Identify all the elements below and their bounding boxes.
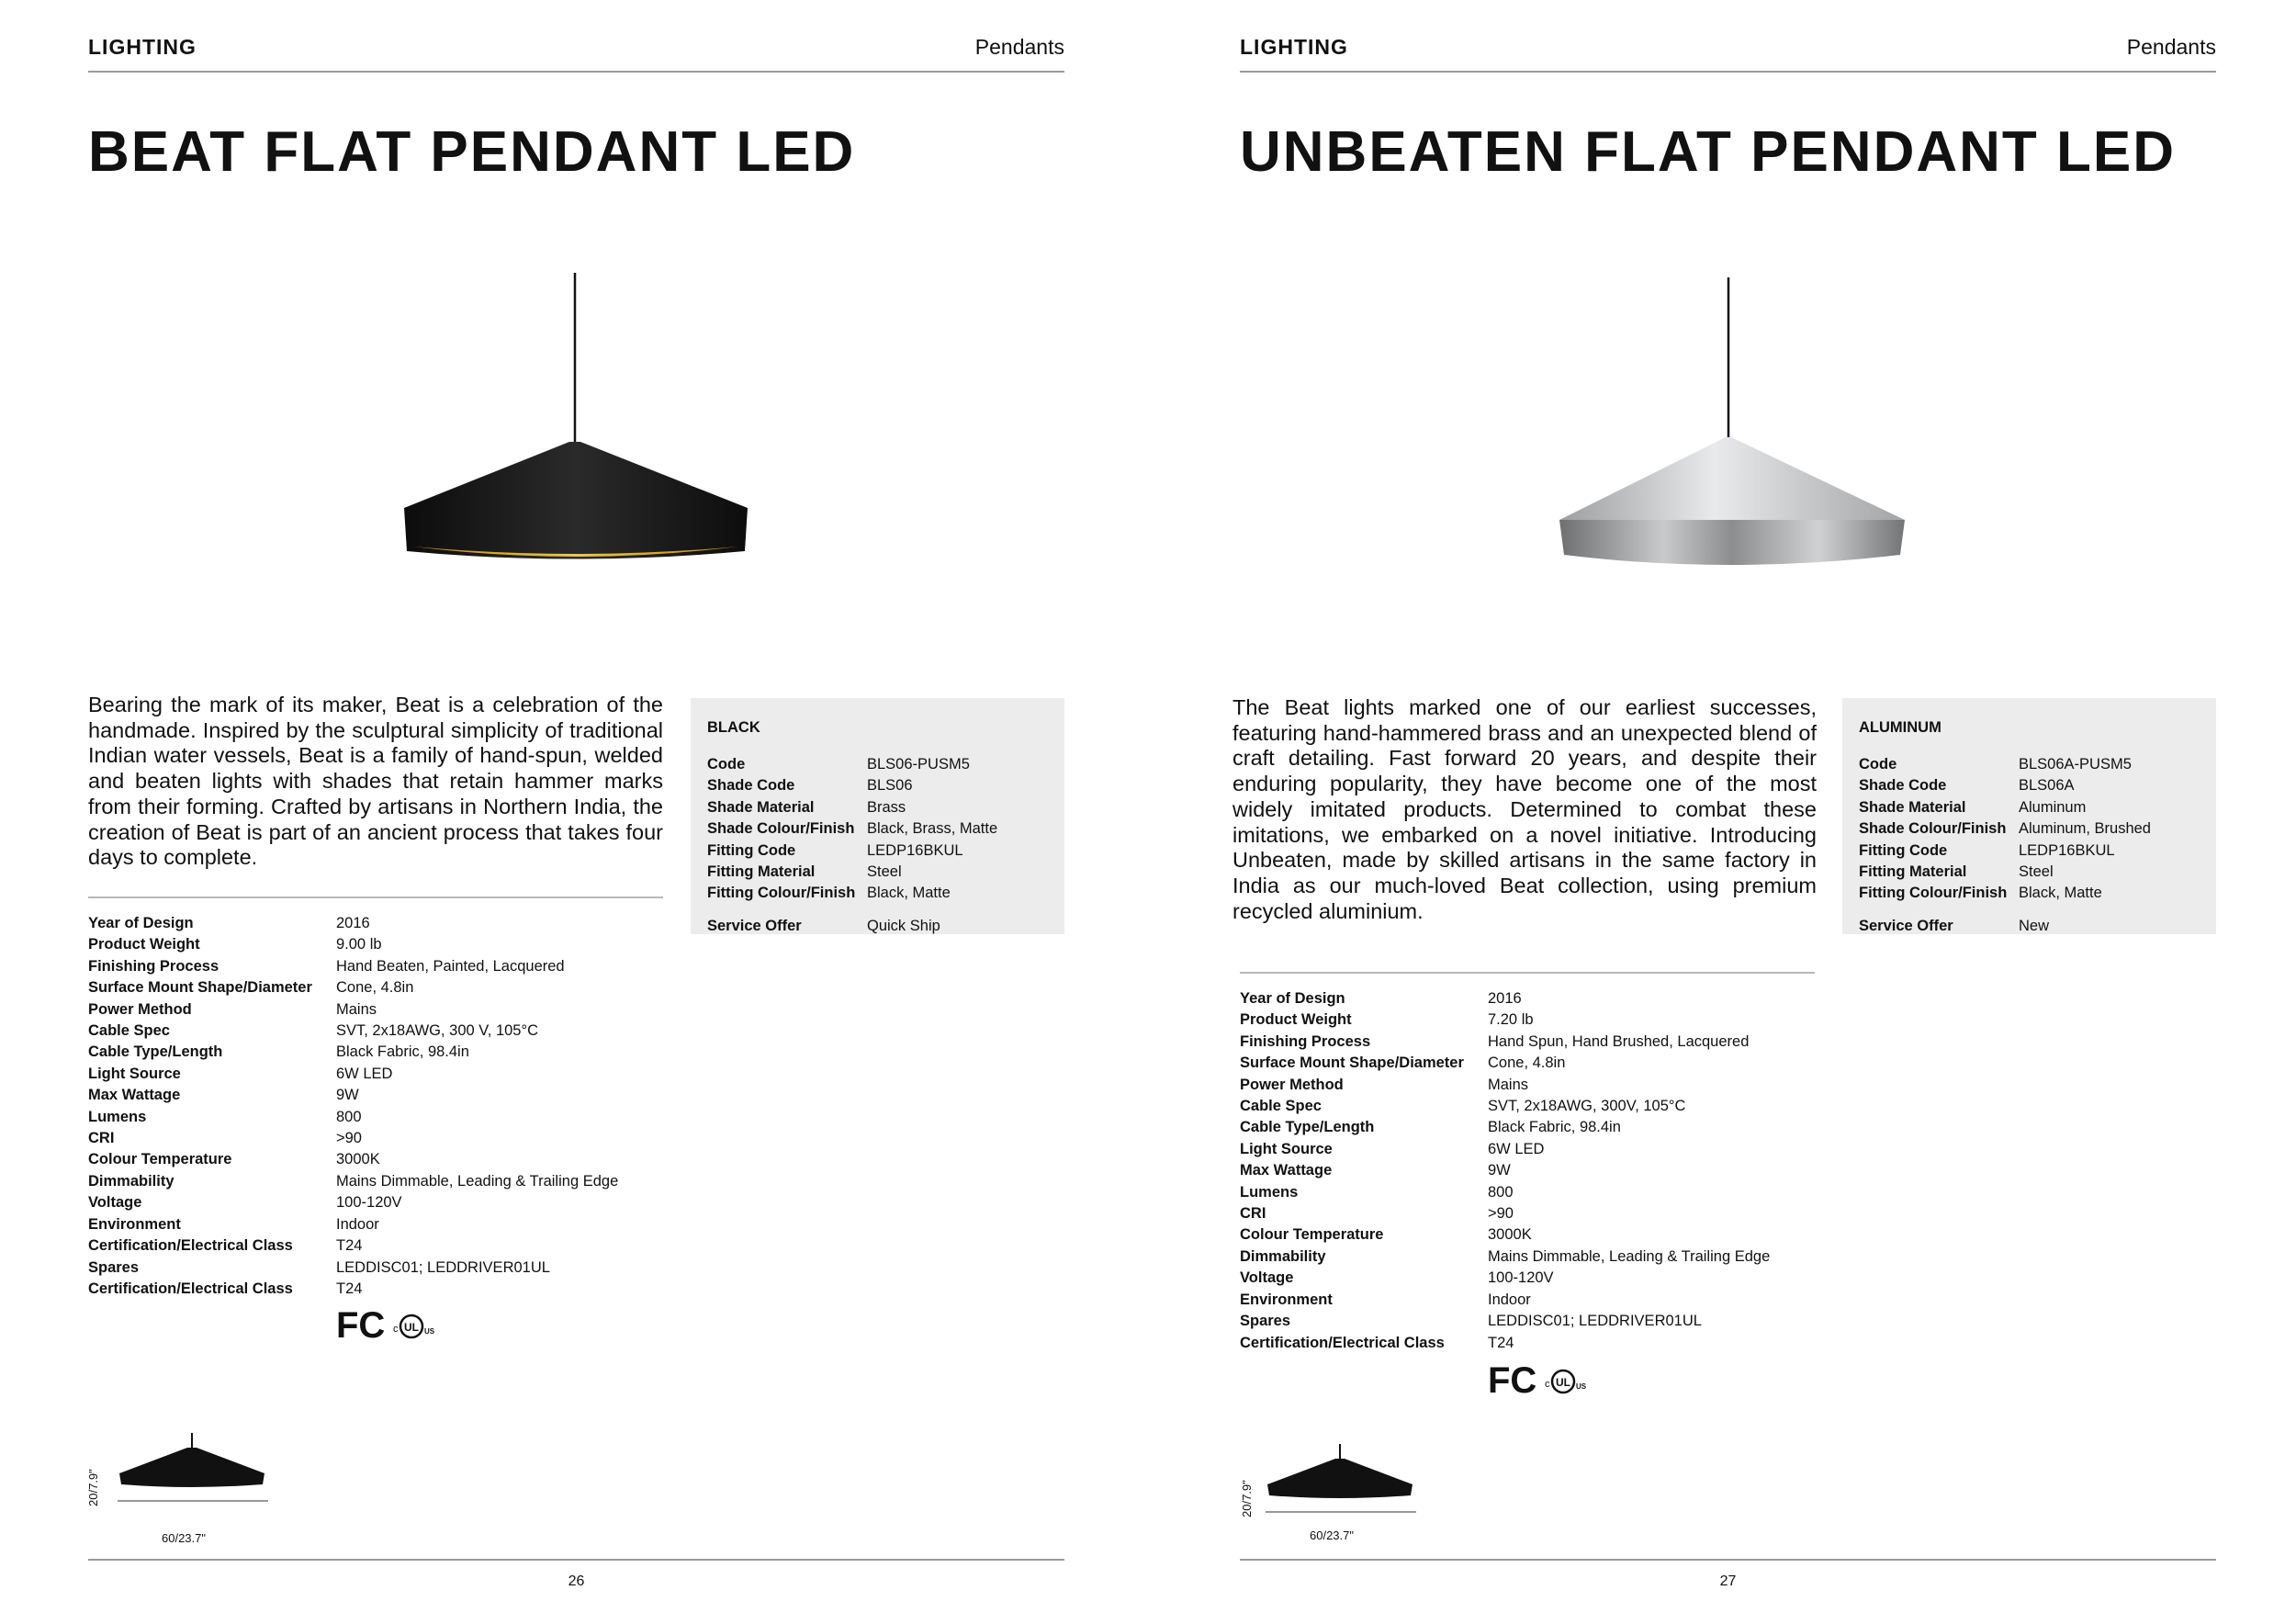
- variant-key: Shade Colour/Finish: [1859, 820, 2007, 838]
- spec-key: Surface Mount Shape/Diameter: [1240, 1054, 1464, 1072]
- spec-value: Hand Beaten, Painted, Lacquered: [336, 957, 565, 975]
- spec-key: Environment: [88, 1215, 181, 1233]
- spec-value: 3000K: [336, 1151, 380, 1168]
- spec-row: [1240, 1160, 1828, 1181]
- spec-key: Certification/Electrical Class: [88, 1280, 293, 1297]
- spec-value: Cone, 4.8in: [1488, 1054, 1566, 1072]
- spec-value: Mains Dimmable, Leading & Trailing Edge: [1488, 1247, 1771, 1265]
- spec-value: Black Fabric, 98.4in: [1488, 1119, 1621, 1136]
- service-offer-key: Service Offer: [707, 917, 802, 934]
- variant-key: Fitting Code: [1859, 841, 1948, 859]
- section-label: LIGHTING: [1240, 35, 1348, 59]
- spec-value: Indoor: [1488, 1291, 1531, 1308]
- variant-card: [691, 698, 1064, 934]
- variant-row: [1859, 840, 2200, 862]
- spec-value: T24: [1488, 1334, 1514, 1351]
- spec-divider: [88, 897, 663, 898]
- spec-row: [1240, 1139, 1828, 1160]
- spec-table: [1240, 988, 1828, 1354]
- header-divider: [88, 71, 1064, 73]
- section-label: LIGHTING: [88, 35, 197, 59]
- fcc-logo-text: FC: [1488, 1360, 1537, 1400]
- spec-key: CRI: [88, 1130, 115, 1147]
- variant-value: Steel: [867, 863, 902, 881]
- variant-row: [1859, 775, 2200, 796]
- variant-value: BLS06A-PUSM5: [2019, 756, 2132, 773]
- dimension-width: 60/23.7": [162, 1531, 206, 1545]
- spec-row: [88, 999, 676, 1021]
- spec-value: Indoor: [336, 1215, 379, 1233]
- fcc-ul-logo-icon: [1488, 1358, 1598, 1400]
- variant-row: [707, 775, 1048, 796]
- spec-key: Voltage: [88, 1194, 142, 1212]
- ul-c-mark: c: [1545, 1379, 1550, 1390]
- variant-row: [1859, 862, 2200, 883]
- spec-key: Spares: [88, 1258, 140, 1276]
- spec-row: [1240, 1290, 1828, 1311]
- spec-row: [88, 913, 676, 934]
- variant-value: BLS06: [867, 777, 913, 795]
- variant-value: LEDP16BKUL: [2019, 841, 2115, 859]
- lamp-silhouette-icon: [114, 1433, 270, 1511]
- spec-key: Colour Temperature: [88, 1151, 232, 1168]
- spec-key: Lumens: [1240, 1183, 1299, 1201]
- spec-row: [1240, 1246, 1828, 1268]
- spec-value: 9.00 lb: [336, 936, 382, 953]
- spec-value: 800: [1488, 1183, 1514, 1201]
- spec-value: Mains: [1488, 1076, 1529, 1093]
- spec-key: Product Weight: [1240, 1011, 1352, 1029]
- spec-row: [88, 1235, 676, 1257]
- spec-row: [88, 934, 676, 955]
- spec-row: [1240, 1268, 1828, 1289]
- spec-key: Lumens: [88, 1108, 147, 1125]
- spec-value: 7.20 lb: [1488, 1011, 1534, 1029]
- spec-value: >90: [1488, 1205, 1514, 1223]
- spec-key: Light Source: [88, 1065, 181, 1082]
- spec-value: SVT, 2x18AWG, 300V, 105°C: [1488, 1098, 1686, 1115]
- variant-key: Shade Code: [1859, 777, 1947, 795]
- spec-key: Surface Mount Shape/Diameter: [88, 979, 312, 997]
- spec-key: Spares: [1240, 1313, 1291, 1330]
- spec-row: [88, 1042, 676, 1063]
- variant-value: Black, Matte: [867, 885, 951, 902]
- variant-row: [707, 797, 1048, 818]
- service-offer-row: [1859, 916, 2200, 937]
- spec-value: LEDDISC01; LEDDRIVER01UL: [1488, 1313, 1702, 1330]
- spec-key: CRI: [1240, 1205, 1266, 1223]
- page-number: 26: [568, 1573, 585, 1589]
- variant-key: Fitting Colour/Finish: [707, 885, 856, 902]
- spec-key: Power Method: [1240, 1076, 1344, 1093]
- spec-row: [88, 1021, 676, 1042]
- variant-value: BLS06A: [2019, 777, 2075, 795]
- spec-key: Certification/Electrical Class: [88, 1237, 293, 1255]
- spec-row: [88, 1107, 676, 1128]
- catalog-page-right: [1148, 0, 2296, 1624]
- variant-value: Aluminum, Brushed: [2019, 820, 2151, 838]
- spec-value: 2016: [1488, 990, 1522, 1007]
- black-flat-pendant-lamp-icon: [395, 271, 762, 574]
- service-offer-key: Service Offer: [1859, 917, 1953, 934]
- spec-value: 800: [336, 1108, 362, 1125]
- service-offer-row: [707, 916, 1048, 937]
- spec-row: [88, 1085, 676, 1106]
- spec-value: SVT, 2x18AWG, 300 V, 105°C: [336, 1022, 538, 1040]
- footer-divider: [1240, 1559, 2216, 1561]
- spec-key: Max Wattage: [1240, 1162, 1333, 1179]
- variant-row: [707, 840, 1048, 862]
- spec-value: Mains: [336, 1000, 377, 1018]
- variant-title: ALUMINUM: [1859, 719, 1941, 736]
- spec-row: [88, 1171, 676, 1192]
- spec-value: Cone, 4.8in: [336, 979, 414, 997]
- spec-table: [88, 913, 676, 1300]
- dimension-height: 20/7.9": [1240, 1480, 1254, 1517]
- spec-row: [1240, 1224, 1828, 1246]
- spec-key: Finishing Process: [1240, 1032, 1371, 1050]
- product-title: BEAT FLAT PENDANT LED: [88, 120, 856, 184]
- variant-card: [1842, 698, 2216, 934]
- variant-title: BLACK: [707, 719, 760, 736]
- variant-key: Shade Colour/Finish: [707, 820, 855, 838]
- variant-row: [1859, 818, 2200, 840]
- variant-key: Fitting Material: [1859, 863, 1967, 881]
- dimension-height: 20/7.9": [86, 1469, 100, 1506]
- spec-value: 6W LED: [336, 1065, 393, 1082]
- spec-value: Black Fabric, 98.4in: [336, 1043, 469, 1061]
- ul-logo-text: UL: [1556, 1376, 1570, 1389]
- spec-row: [1240, 1182, 1828, 1203]
- header-divider: [1240, 71, 2216, 73]
- spec-row: [88, 1279, 676, 1300]
- category-label: Pendants: [974, 35, 1064, 59]
- dimension-width: 60/23.7": [1310, 1528, 1354, 1542]
- variant-value: Brass: [867, 798, 906, 816]
- spec-key: Cable Type/Length: [88, 1043, 223, 1061]
- variant-value: Black, Matte: [2019, 885, 2102, 902]
- spec-row: [1240, 988, 1828, 1009]
- spec-row: [88, 1128, 676, 1149]
- certification-logos: [1488, 1358, 1598, 1404]
- spec-key: Year of Design: [1240, 990, 1345, 1007]
- ul-logo-text: UL: [404, 1321, 419, 1334]
- fcc-ul-logo-icon: [336, 1303, 446, 1345]
- spec-key: Dimmability: [1240, 1247, 1326, 1265]
- spec-row: [1240, 1032, 1828, 1053]
- spec-key: Dimmability: [88, 1172, 174, 1190]
- footer-divider: [88, 1559, 1064, 1561]
- spec-key: Finishing Process: [88, 957, 219, 975]
- category-label: Pendants: [2126, 35, 2216, 59]
- lamp-silhouette-icon: [1262, 1444, 1418, 1522]
- spec-row: [88, 1064, 676, 1085]
- service-offer-value: New: [2019, 917, 2050, 934]
- variant-key: Code: [1859, 756, 1897, 773]
- spec-value: 2016: [336, 915, 370, 931]
- page-number: 27: [1719, 1573, 1737, 1589]
- product-description: The Beat lights marked one of our earliest successes, featuring hand-hammered brass and an unexpected blend of craft detailing. Fast forward 20 years, and despite their enduring popularity, they have become one of the most widely imitated products. Determined to combat these imitations, we embarked on a novel initiative. Introducing Unbeaten, made by skilled artisans in the same factory in India as our much-loved Beat collection, using premium recycled aluminium.: [1232, 695, 1817, 923]
- spec-row: [88, 1192, 676, 1213]
- spec-row: [1240, 1009, 1828, 1031]
- variant-row: [1859, 754, 2200, 775]
- spec-row: [1240, 1203, 1828, 1224]
- variant-row: [707, 818, 1048, 840]
- product-description: Bearing the mark of its maker, Beat is a celebration of the handmade. Inspired by the sculptural simplicity of traditional Indian water vessels, Beat is a family of hand-spun, welded and beaten lights with shades that retain hammer marks from their forming. Crafted by artisans in Northern India, the creation of Beat is part of an ancient process that takes four days to complete.: [88, 693, 663, 870]
- spec-value: 100-120V: [336, 1194, 402, 1212]
- variant-key: Fitting Material: [707, 863, 816, 881]
- spec-row: [1240, 1333, 1828, 1354]
- spec-row: [88, 1257, 676, 1279]
- variant-row: [1859, 883, 2200, 904]
- spec-key: Cable Spec: [1240, 1098, 1322, 1115]
- fcc-logo-text: FC: [336, 1305, 386, 1345]
- spec-value: 9W: [336, 1087, 359, 1104]
- spec-key: Cable Spec: [88, 1022, 170, 1040]
- spec-key: Light Source: [1240, 1140, 1333, 1157]
- variant-key: Shade Material: [1859, 798, 1966, 816]
- variant-value: Steel: [2019, 863, 2054, 881]
- variant-row: [707, 862, 1048, 883]
- spec-key: Environment: [1240, 1291, 1333, 1308]
- variant-key: Code: [707, 756, 746, 773]
- variant-key: Shade Material: [707, 798, 815, 816]
- ul-us-mark: US: [424, 1327, 435, 1336]
- spec-row: [88, 977, 676, 998]
- variant-row: [707, 883, 1048, 904]
- spec-key: Voltage: [1240, 1269, 1294, 1287]
- spec-value: 100-120V: [1488, 1269, 1554, 1287]
- service-offer-value: Quick Ship: [867, 917, 940, 934]
- ul-us-mark: US: [1576, 1382, 1587, 1391]
- spec-value: T24: [336, 1237, 363, 1255]
- spec-value: >90: [336, 1130, 362, 1147]
- variant-value: Aluminum: [2019, 798, 2087, 816]
- variant-key: Fitting Code: [707, 841, 796, 859]
- spec-value: 6W LED: [1488, 1140, 1545, 1157]
- spec-value: 3000K: [1488, 1226, 1532, 1244]
- variant-row: [707, 754, 1048, 775]
- variant-key: Shade Code: [707, 777, 795, 795]
- spec-value: 9W: [1488, 1162, 1511, 1179]
- spec-key: Certification/Electrical Class: [1240, 1334, 1445, 1351]
- spec-row: [1240, 1117, 1828, 1138]
- spec-value: LEDDISC01; LEDDRIVER01UL: [336, 1258, 550, 1276]
- spec-row: [1240, 1075, 1828, 1096]
- variant-row: [1859, 797, 2200, 818]
- spec-row: [1240, 1096, 1828, 1117]
- spec-divider: [1240, 972, 1815, 974]
- variant-value: LEDP16BKUL: [867, 841, 963, 859]
- spec-key: Colour Temperature: [1240, 1226, 1384, 1244]
- spec-value: Mains Dimmable, Leading & Trailing Edge: [336, 1172, 619, 1190]
- spec-key: Power Method: [88, 1000, 192, 1018]
- variant-key: Fitting Colour/Finish: [1859, 885, 2008, 902]
- spec-row: [88, 1214, 676, 1235]
- certification-logos: [336, 1303, 446, 1349]
- spec-value: T24: [336, 1280, 363, 1297]
- spec-row: [1240, 1053, 1828, 1074]
- spec-key: Cable Type/Length: [1240, 1119, 1375, 1136]
- spec-row: [1240, 1311, 1828, 1332]
- ul-c-mark: c: [393, 1324, 399, 1335]
- spec-row: [88, 956, 676, 977]
- variant-value: Black, Brass, Matte: [867, 820, 998, 838]
- aluminum-flat-pendant-lamp-icon: [1548, 276, 1916, 579]
- spec-key: Max Wattage: [88, 1087, 181, 1104]
- variant-value: BLS06-PUSM5: [867, 756, 970, 773]
- spec-row: [88, 1149, 676, 1170]
- product-title: UNBEATEN FLAT PENDANT LED: [1240, 120, 2176, 184]
- spec-value: Hand Spun, Hand Brushed, Lacquered: [1488, 1032, 1750, 1050]
- spec-key: Year of Design: [88, 915, 194, 931]
- spec-key: Product Weight: [88, 936, 200, 953]
